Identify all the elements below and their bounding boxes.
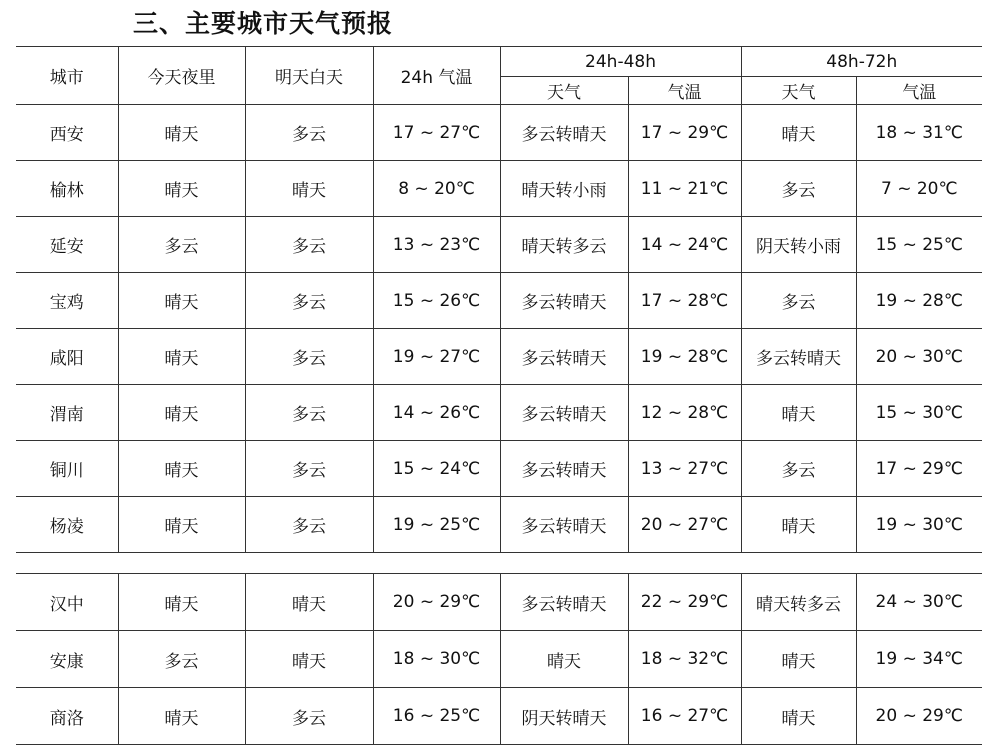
weather-48h-cell: 多云转晴天 [500, 441, 628, 497]
city-cell: 榆林 [16, 161, 118, 217]
weather-72h-cell: 晴天 [741, 688, 856, 745]
header-weather-72: 天气 [741, 77, 856, 105]
table-row [16, 329, 982, 385]
tomorrow-weather-cell: 多云 [245, 273, 373, 329]
tonight-weather-cell: 晴天 [118, 385, 245, 441]
weather-48h-cell: 阴天转晴天 [500, 688, 628, 745]
weather-48h-cell: 晴天转小雨 [500, 161, 628, 217]
tomorrow-weather-cell: 多云 [245, 497, 373, 553]
weather-72h-cell: 多云 [741, 273, 856, 329]
tonight-weather-cell: 晴天 [118, 105, 245, 161]
tonight-weather-cell: 晴天 [118, 688, 245, 745]
header-tonight: 今天夜里 [118, 47, 245, 105]
header-temp-48: 气温 [628, 77, 741, 105]
temp-48h-cell: 12 ~ 28℃ [628, 385, 741, 441]
city-cell: 杨凌 [16, 497, 118, 553]
temp-72h-cell: 19 ~ 28℃ [856, 273, 982, 329]
header-city: 城市 [16, 47, 118, 105]
tomorrow-weather-cell: 多云 [245, 385, 373, 441]
city-cell: 商洛 [16, 688, 118, 745]
tonight-weather-cell: 多云 [118, 631, 245, 688]
temp-24h-cell: 15 ~ 26℃ [373, 273, 500, 329]
weather-72h-cell: 晴天 [741, 105, 856, 161]
temp-72h-cell: 19 ~ 30℃ [856, 497, 982, 553]
weather-48h-cell: 多云转晴天 [500, 497, 628, 553]
weather-72h-cell: 多云 [741, 441, 856, 497]
temp-48h-cell: 16 ~ 27℃ [628, 688, 741, 745]
forecast-table-south [16, 573, 982, 745]
temp-72h-cell: 18 ~ 31℃ [856, 105, 982, 161]
weather-72h-cell: 多云转晴天 [741, 329, 856, 385]
temp-24h-cell: 14 ~ 26℃ [373, 385, 500, 441]
tomorrow-weather-cell: 多云 [245, 688, 373, 745]
temp-72h-cell: 15 ~ 30℃ [856, 385, 982, 441]
table-row [16, 217, 982, 273]
temp-72h-cell: 20 ~ 30℃ [856, 329, 982, 385]
temp-24h-cell: 18 ~ 30℃ [373, 631, 500, 688]
tomorrow-weather-cell: 晴天 [245, 161, 373, 217]
header-temp-24h: 24h 气温 [373, 47, 500, 105]
temp-72h-cell: 19 ~ 34℃ [856, 631, 982, 688]
temp-48h-cell: 22 ~ 29℃ [628, 574, 741, 631]
weather-72h-cell: 晴天转多云 [741, 574, 856, 631]
table-row [16, 385, 982, 441]
tonight-weather-cell: 多云 [118, 217, 245, 273]
header-range-48-72: 48h-72h [741, 47, 982, 77]
weather-72h-cell: 晴天 [741, 385, 856, 441]
tomorrow-weather-cell: 多云 [245, 329, 373, 385]
weather-48h-cell: 晴天转多云 [500, 217, 628, 273]
forecast-table-main [16, 46, 982, 553]
weather-48h-cell: 多云转晴天 [500, 574, 628, 631]
temp-48h-cell: 13 ~ 27℃ [628, 441, 741, 497]
temp-48h-cell: 17 ~ 29℃ [628, 105, 741, 161]
table-row [16, 497, 982, 553]
temp-24h-cell: 16 ~ 25℃ [373, 688, 500, 745]
table-row [16, 273, 982, 329]
temp-24h-cell: 20 ~ 29℃ [373, 574, 500, 631]
page-title: 三、主要城市天气预报 [133, 9, 394, 38]
city-cell: 安康 [16, 631, 118, 688]
weather-48h-cell: 多云转晴天 [500, 273, 628, 329]
temp-48h-cell: 20 ~ 27℃ [628, 497, 741, 553]
tomorrow-weather-cell: 晴天 [245, 574, 373, 631]
temp-24h-cell: 17 ~ 27℃ [373, 105, 500, 161]
city-cell: 铜川 [16, 441, 118, 497]
weather-48h-cell: 多云转晴天 [500, 385, 628, 441]
temp-48h-cell: 18 ~ 32℃ [628, 631, 741, 688]
tonight-weather-cell: 晴天 [118, 161, 245, 217]
temp-48h-cell: 14 ~ 24℃ [628, 217, 741, 273]
temp-48h-cell: 17 ~ 28℃ [628, 273, 741, 329]
temp-48h-cell: 19 ~ 28℃ [628, 329, 741, 385]
tomorrow-weather-cell: 多云 [245, 105, 373, 161]
tomorrow-weather-cell: 多云 [245, 217, 373, 273]
temp-24h-cell: 8 ~ 20℃ [373, 161, 500, 217]
table-row [16, 161, 982, 217]
city-cell: 西安 [16, 105, 118, 161]
table-row [16, 441, 982, 497]
table-row [16, 631, 982, 688]
tomorrow-weather-cell: 多云 [245, 441, 373, 497]
header-temp-72: 气温 [856, 77, 982, 105]
tonight-weather-cell: 晴天 [118, 497, 245, 553]
city-cell: 咸阳 [16, 329, 118, 385]
tonight-weather-cell: 晴天 [118, 574, 245, 631]
temp-72h-cell: 17 ~ 29℃ [856, 441, 982, 497]
header-weather-48: 天气 [500, 77, 628, 105]
city-cell: 延安 [16, 217, 118, 273]
table-row [16, 574, 982, 631]
tonight-weather-cell: 晴天 [118, 273, 245, 329]
weather-72h-cell: 晴天 [741, 631, 856, 688]
temp-24h-cell: 15 ~ 24℃ [373, 441, 500, 497]
temp-72h-cell: 20 ~ 29℃ [856, 688, 982, 745]
city-cell: 宝鸡 [16, 273, 118, 329]
temp-48h-cell: 11 ~ 21℃ [628, 161, 741, 217]
temp-72h-cell: 24 ~ 30℃ [856, 574, 982, 631]
temp-24h-cell: 13 ~ 23℃ [373, 217, 500, 273]
tomorrow-weather-cell: 晴天 [245, 631, 373, 688]
weather-72h-cell: 多云 [741, 161, 856, 217]
weather-72h-cell: 晴天 [741, 497, 856, 553]
temp-24h-cell: 19 ~ 27℃ [373, 329, 500, 385]
header-range-24-48: 24h-48h [500, 47, 741, 77]
table-row [16, 105, 982, 161]
city-cell: 渭南 [16, 385, 118, 441]
table-row [16, 688, 982, 745]
temp-72h-cell: 7 ~ 20℃ [856, 161, 982, 217]
tonight-weather-cell: 晴天 [118, 329, 245, 385]
weather-48h-cell: 晴天 [500, 631, 628, 688]
temp-72h-cell: 15 ~ 25℃ [856, 217, 982, 273]
header-tomorrow-day: 明天白天 [245, 47, 373, 105]
temp-24h-cell: 19 ~ 25℃ [373, 497, 500, 553]
city-cell: 汉中 [16, 574, 118, 631]
weather-48h-cell: 多云转晴天 [500, 329, 628, 385]
weather-48h-cell: 多云转晴天 [500, 105, 628, 161]
weather-72h-cell: 阴天转小雨 [741, 217, 856, 273]
tonight-weather-cell: 晴天 [118, 441, 245, 497]
